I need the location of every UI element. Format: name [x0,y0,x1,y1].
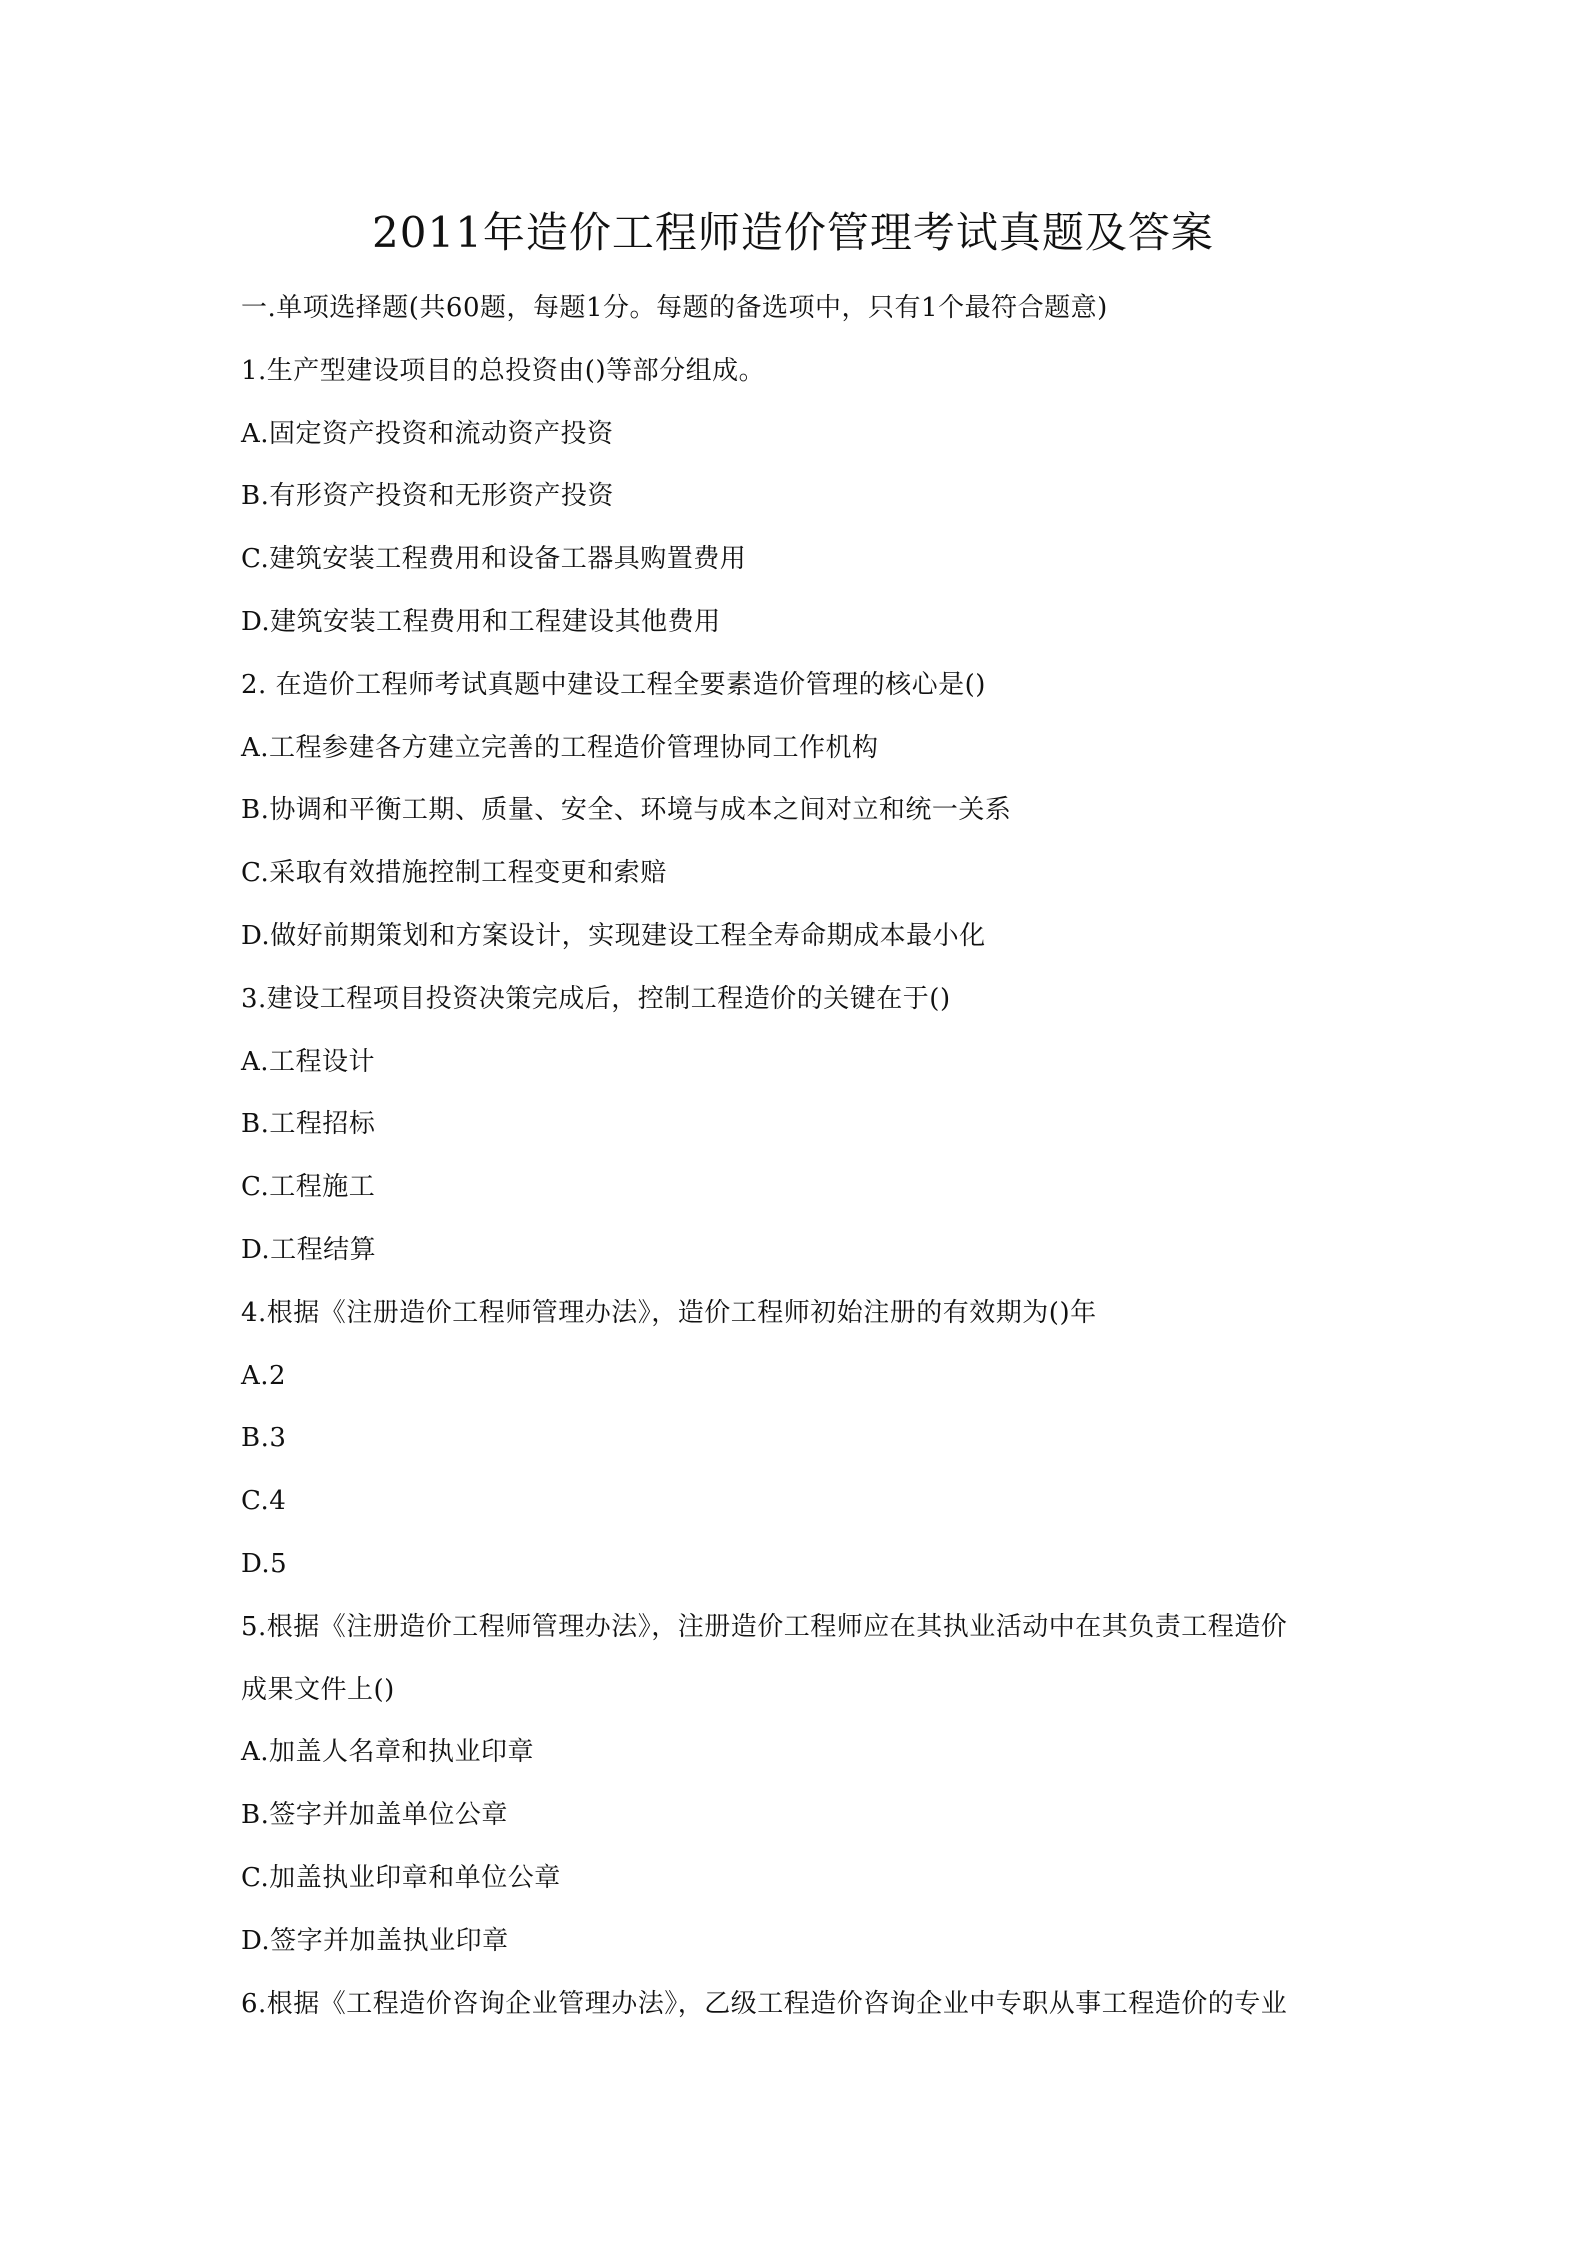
text-line: A.固定资产投资和流动资产投资 [241,418,614,449]
text-line: B.签字并加盖单位公章 [241,1800,508,1831]
text-line: D.建筑安装工程费用和工程建设其他费用 [241,606,721,637]
text-line: A.2 [241,1360,287,1391]
text-line: 3.建设工程项目投资决策完成后，控制工程造价的关键在于() [241,983,951,1014]
text-line: 1.生产型建设项目的总投资由()等部分组成。 [241,355,766,386]
text-line: C.4 [241,1486,287,1517]
text-line: 5.根据《注册造价工程师管理办法》，注册造价工程师应在其执业活动中在其负责工程造价 [241,1611,1288,1642]
text-line: 成果文件上() [241,1674,395,1705]
section-heading: 一.单项选择题(共60题，每题1分。每题的备选项中，只有1个最符合题意) [241,293,1108,323]
text-line: D.工程结算 [241,1234,377,1265]
text-line: B.协调和平衡工期、质量、安全、环境与成本之间对立和统一关系 [241,795,1012,826]
text-line: C.建筑安装工程费用和设备工器具购置费用 [241,544,747,575]
text-line: D.做好前期策划和方案设计，实现建设工程全寿命期成本最小化 [241,920,986,951]
text-line: C.加盖执业印章和单位公章 [241,1862,561,1893]
text-line: 2. 在造价工程师考试真题中建设工程全要素造价管理的核心是() [241,669,986,700]
text-line: D.签字并加盖执业印章 [241,1925,509,1956]
text-line: D.5 [241,1548,288,1579]
text-line: B.3 [241,1423,287,1454]
text-line: A.加盖人名章和执业印章 [241,1737,535,1768]
text-line: A.工程参建各方建立完善的工程造价管理协同工作机构 [241,732,879,763]
text-line: B.工程招标 [241,1109,376,1140]
document-body [241,285,1361,2043]
text-line: B.有形资产投资和无形资产投资 [241,481,614,512]
text-line: A.工程设计 [241,1046,376,1077]
text-line: C.工程施工 [241,1172,376,1203]
document-title: 2011年造价工程师造价管理考试真题及答案 [372,208,1214,257]
text-line: 6.根据《工程造价咨询企业管理办法》，乙级工程造价咨询企业中专职从事工程造价的专业 [241,1988,1288,2019]
text-line: 4.根据《注册造价工程师管理办法》，造价工程师初始注册的有效期为()年 [241,1297,1097,1328]
text-line: C.采取有效措施控制工程变更和索赔 [241,858,667,889]
